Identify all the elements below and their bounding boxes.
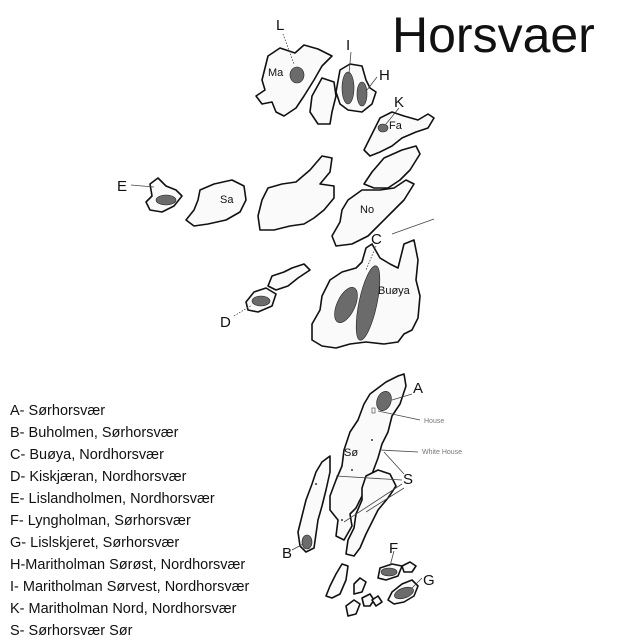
island-label-fa: Fa <box>389 120 402 132</box>
building-label-white-house: White House <box>422 449 463 456</box>
legend-item-f: F- Lyngholman, Sørhorsvær <box>10 513 191 529</box>
island-label-ma: Ma <box>268 67 284 79</box>
island-mid-north <box>310 78 336 124</box>
site-e-marker <box>156 195 176 205</box>
island-fa <box>364 112 434 156</box>
site-letter-k: K <box>394 94 405 111</box>
site-letter-c: C <box>371 231 382 248</box>
legend-item-k: K- Maritholman Nord, Nordhorsvær <box>10 601 237 617</box>
site-letter-h: H <box>379 67 390 84</box>
island-label-sa: Sa <box>220 194 234 206</box>
legend-item-e: E- Lislandholmen, Nordhorsvær <box>10 491 215 507</box>
legend-item-h: H-Maritholman Sørøst, Nordhorsvær <box>10 557 246 573</box>
site-letter-f: F <box>389 540 399 557</box>
legend-item-i: I- Maritholman Sørvest, Nordhorsvær <box>10 579 250 595</box>
site-letter-i: I <box>346 37 351 54</box>
islet-west-1 <box>326 564 348 598</box>
site-b-marker <box>302 535 312 549</box>
leader-line-white-house <box>380 450 418 452</box>
site-point-marker <box>341 519 343 521</box>
site-point-marker <box>315 483 317 485</box>
island-label-buoya: Buøya <box>378 285 410 297</box>
islet-west-5 <box>372 596 382 606</box>
island-central <box>258 156 334 230</box>
site-letter-d: D <box>220 314 231 331</box>
map-title: Horsvaer <box>392 7 595 63</box>
site-l-marker <box>290 67 304 83</box>
divider-line-north <box>392 219 434 234</box>
site-point-marker <box>351 469 353 471</box>
site-k-marker <box>378 124 388 132</box>
island-label-no: No <box>360 204 375 216</box>
island-islet-east-f <box>402 562 416 572</box>
site-letter-b: B <box>282 545 293 562</box>
islet-west-2 <box>354 578 366 594</box>
legend-item-a: A- Sørhorsvær <box>10 403 106 419</box>
building-label-house: House <box>424 418 445 425</box>
legend-item-b: B- Buholmen, Sørhorsvær <box>10 425 179 441</box>
site-letter-s: S <box>403 471 414 488</box>
site-letter-l: L <box>276 17 285 34</box>
island-strip-near-d <box>268 264 310 290</box>
legend-item-d: D- Kiskjæran, Nordhorsvær <box>10 469 187 485</box>
islet-west-3 <box>346 600 360 616</box>
site-f-marker <box>381 568 397 576</box>
site-letter-a: A <box>413 380 424 397</box>
house-marker <box>372 408 375 413</box>
island-sa <box>186 180 246 226</box>
legend <box>10 400 249 642</box>
site-letter-g: G <box>423 572 435 589</box>
site-point-marker <box>371 439 373 441</box>
leader-line-s-4 <box>384 452 404 474</box>
legend-item-s: S- Sørhorsvær Sør <box>10 623 133 639</box>
site-i-marker <box>342 72 354 104</box>
site-d-marker <box>252 296 270 306</box>
site-h-marker <box>357 82 367 106</box>
legend-item-g: G- Lislskjeret, Sørhorsvær <box>10 535 180 551</box>
island-label-so: Sø <box>344 447 359 459</box>
legend-item-c: C- Buøya, Nordhorsvær <box>10 447 164 463</box>
site-letter-e: E <box>117 178 128 195</box>
